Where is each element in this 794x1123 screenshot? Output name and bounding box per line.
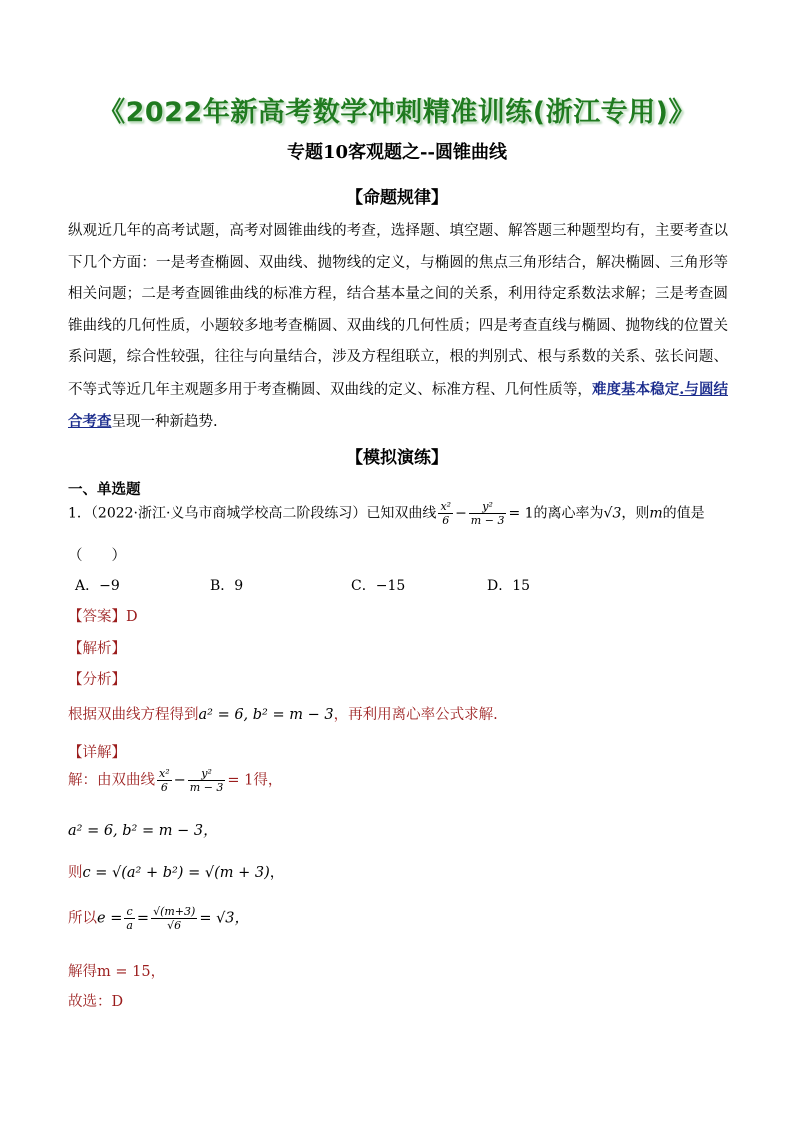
step-4-prefix: 所以 [68, 910, 97, 927]
page-title: 《2022年新高考数学冲刺精准训练(浙江专用)》 [98, 97, 696, 128]
frac-den: m − 3 [189, 781, 224, 794]
intro-text: 纵观近几年的高考试题，高考对圆锥曲线的考查，选择题、填空题、解答题三种题型均有，主要考查以下几个方面：一是考查椭圆、双曲线、抛物线的定义，与椭圆的焦点三角形结合，解决椭圆、三角形等相关问题；二是考查圆锥曲线的标准方程，结合基本量之间的关系，利用待定系数法求解；三是考查圆锥曲线的几何性质，小题较多地考查椭圆、双曲线的几何性质；四是考查直线与椭圆、抛物线的位置关系问题，综合性较强，往往与向量结合，涉及方程组联立，根的判别式、根与系数的关系、弦长问题、不等式等近几年主观题多用于考查椭圆、双曲线的定义、标准方程、几何性质等， [68, 223, 728, 398]
intro-text-end: 呈现一种新趋势. [111, 414, 218, 430]
intro-paragraph [68, 216, 728, 439]
frac-num: y² [188, 767, 226, 781]
jiexi-label: 【解析】 [68, 641, 126, 657]
step-1 [68, 767, 282, 794]
analysis-formula: a² = 6, b² = m − 3 [198, 707, 334, 723]
step-6: 故选：D [68, 994, 124, 1010]
option-c: C．−15 [351, 578, 406, 594]
option-b: B．9 [210, 578, 244, 594]
option-d: D．15 [487, 578, 531, 594]
fraction-y2-over-m-3 [469, 500, 507, 527]
heading-single-choice: 一、单选题 [68, 481, 141, 498]
answer-label: 【答案】D [68, 609, 138, 625]
analysis-text-1: 根据双曲线方程得到 [68, 707, 199, 723]
step-3-suffix: ， [269, 865, 285, 881]
frac-num: c [124, 905, 135, 919]
fenxi-label: 【分析】 [68, 672, 126, 688]
xiangjie-label: 【详解】 [68, 745, 126, 761]
equals-sign: = [136, 910, 150, 927]
question-1-prefix: 1．（2022·浙江·义乌市商城学校高二阶段练习）已知双曲线 [68, 505, 437, 522]
question-1-suffix: ，则 [621, 505, 650, 522]
fraction-x2-over-6 [438, 500, 453, 527]
question-1-paren: （ ） [68, 548, 126, 564]
step-4-result: = √3， [199, 910, 250, 927]
sqrt-3: √3 [603, 505, 622, 522]
variable-e: e = [97, 910, 123, 927]
frac-den: √6 [167, 919, 182, 932]
question-1 [68, 500, 705, 527]
intro-highlight-circle: .与圆结合考查 [68, 380, 728, 430]
option-a: A．−9 [75, 578, 120, 594]
step-2: a² = 6, b² = m − 3， [68, 823, 218, 839]
analysis-text-2: ，再利用离心率公式求解. [333, 707, 498, 723]
fraction-c-over-a [124, 905, 135, 932]
frac-num: x² [159, 767, 170, 780]
question-1-end: 的值是 [662, 505, 705, 522]
frac-num: √(m+3) [153, 905, 196, 918]
step-3 [68, 861, 284, 882]
fraction-sqrt-m3-over-sqrt6 [151, 905, 197, 932]
step-4 [68, 905, 249, 932]
variable-m: m [649, 505, 663, 522]
step-1-prefix: 解：由双曲线 [68, 772, 155, 789]
intro-highlight-stable: 难度基本稳定 [591, 380, 680, 398]
step-5: 解得m = 15， [68, 964, 166, 980]
section-heading-rules: 【命题规律】 [346, 188, 448, 208]
section-heading-practice: 【模拟演练】 [346, 448, 448, 468]
frac-den: a [126, 919, 133, 932]
question-1-eq: = 1的离心率为 [508, 505, 604, 522]
frac-den: 6 [442, 514, 450, 527]
frac-num: x² [440, 500, 452, 513]
step-3-formula: c = √(a² + b²) = √(m + 3) [82, 865, 270, 881]
minus-sign: − [455, 505, 467, 522]
frac-den: 6 [160, 781, 168, 794]
frac-num: y² [469, 500, 507, 514]
fraction-x2-over-6 [157, 767, 172, 794]
frac-den: m − 3 [470, 514, 505, 527]
step-3-prefix: 则 [68, 865, 83, 881]
step-1-suffix: = 1得， [227, 772, 283, 789]
fraction-y2-over-m-3 [188, 767, 226, 794]
analysis-text [68, 703, 498, 724]
page-subtitle: 专题10客观题之--圆锥曲线 [287, 142, 507, 163]
minus-sign: − [173, 772, 186, 789]
